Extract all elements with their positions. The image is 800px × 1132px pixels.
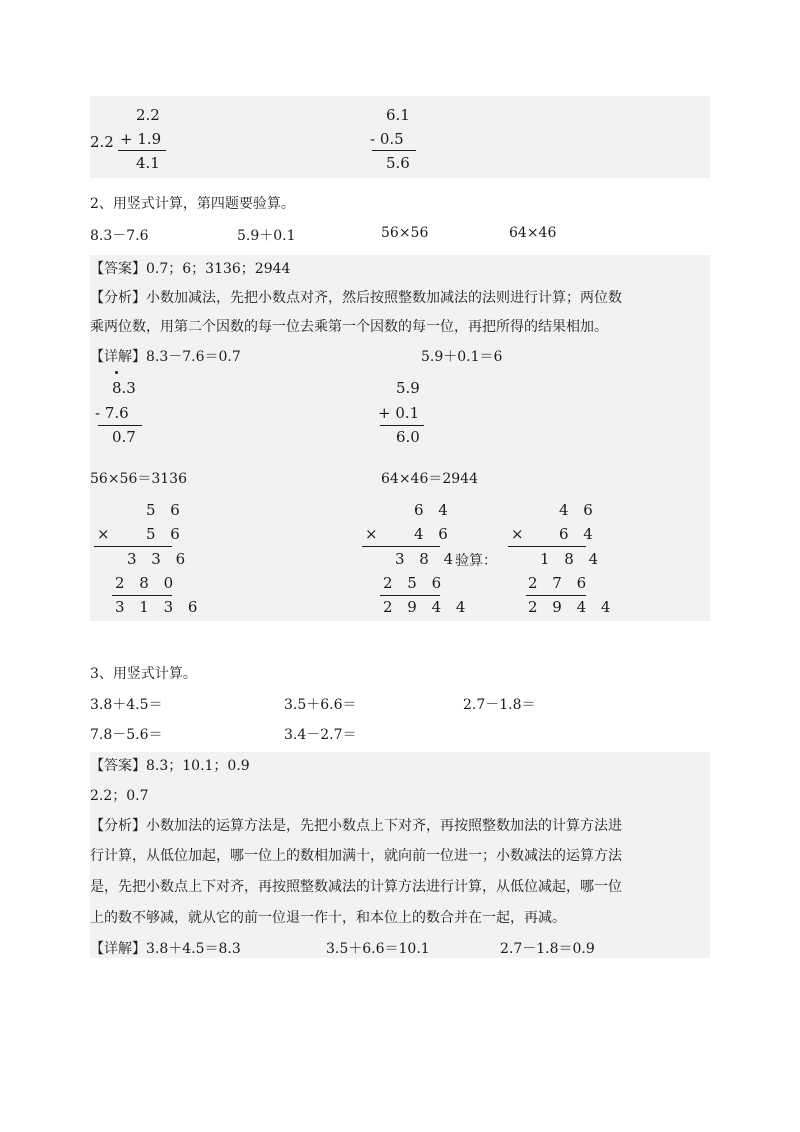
- m1-p1: 3 3 6: [127, 550, 191, 568]
- check-label: 验算：: [455, 553, 497, 569]
- m1-b: 5 6: [146, 525, 185, 543]
- top-add-prefix: 2.2: [90, 133, 114, 151]
- v2-a: 5.9: [396, 379, 420, 397]
- m3-result: 2 9 4 4: [528, 598, 616, 616]
- q2-eq4: 64×46＝2944: [381, 471, 478, 487]
- q2-detail-label: 【详解】: [90, 349, 146, 365]
- q3-analysis-line4: 上的数不够减，就从它的前一位退一作十，和本位上的数合并在一起，再减。: [90, 910, 566, 926]
- m3-line2: [526, 595, 586, 596]
- q2-problem-2: 5.9＋0.1: [237, 228, 296, 244]
- q2-analysis-line2: 乘两位数，用第二个因数的每一位去乘第一个因数的每一位，再把所得的结果相加。: [90, 319, 608, 335]
- q3-problem-1: 3.8＋4.5＝: [90, 697, 163, 713]
- q3-problem-4: 7.8－5.6＝: [90, 727, 163, 743]
- q3-problem-3: 2.7－1.8＝: [463, 697, 536, 713]
- m2-b: 4 6: [414, 525, 453, 543]
- top-add-result: 4.1: [136, 154, 160, 172]
- top-add-b: + 1.9: [120, 130, 162, 148]
- m2-p2: 2 5 6: [383, 574, 447, 592]
- m1-line2: [112, 595, 172, 596]
- v2-result: 6.0: [396, 428, 420, 446]
- top-sub-b: - 0.5: [370, 130, 404, 148]
- m1-a: 5 6: [146, 501, 185, 519]
- q3-detail-label: 【详解】: [90, 941, 146, 957]
- q2-detail-line: [90, 346, 241, 366]
- carry-dot: [115, 371, 118, 374]
- m3-op: ×: [511, 525, 524, 543]
- v1-line: [98, 425, 142, 426]
- q3-detail-1: 3.8＋4.5＝8.3: [146, 941, 241, 957]
- q2-title: 2、用竖式计算，第四题要验算。: [90, 196, 295, 212]
- q2-detail-1: 8.3－7.6＝0.7: [146, 349, 241, 365]
- q3-detail-line: [90, 938, 241, 958]
- q3-answer-label: 【答案】: [90, 758, 146, 774]
- m3-b: 6 4: [559, 525, 598, 543]
- m2-line1: [362, 546, 440, 547]
- m1-p2: 2 8 0: [115, 574, 179, 592]
- q2-analysis-text1: 小数加减法，先把小数点对齐，然后按照整数加减法的法则进行计算；两位数: [146, 290, 622, 306]
- m3-line1: [508, 546, 586, 547]
- q3-problem-5: 3.4－2.7＝: [284, 727, 357, 743]
- q2-answer-text: 0.7；6；3136；2944: [146, 261, 291, 277]
- q3-analysis-line3: 是，先把小数点上下对齐，再按照整数减法的计算方法进行计算，从低位减起，哪一位: [90, 879, 622, 895]
- q3-analysis-line2: 行计算，从低位加起，哪一位上的数相加满十，就向前一位进一；小数减法的运算方法: [90, 848, 622, 864]
- m3-p1: 1 8 4: [540, 550, 604, 568]
- q2-eq3: 56×56＝3136: [90, 471, 187, 487]
- q3-answer-text1: 8.3；10.1；0.9: [146, 758, 250, 774]
- q2-problem-4: 64×46: [509, 225, 557, 241]
- m2-a: 6 4: [414, 501, 453, 519]
- q2-problem-3: 56×56: [381, 225, 429, 241]
- q3-detail-3: 2.7－1.8＝0.9: [500, 941, 595, 957]
- q3-analysis-label: 【分析】: [90, 818, 146, 834]
- q2-analysis-label: 【分析】: [90, 290, 146, 306]
- m1-op: ×: [97, 525, 110, 543]
- m2-line2: [380, 595, 440, 596]
- q3-problem-2: 3.5＋6.6＝: [284, 697, 357, 713]
- v1-a: 8.3: [112, 379, 136, 397]
- m1-result: 3 1 3 6: [115, 598, 203, 616]
- m3-a: 4 6: [559, 501, 598, 519]
- q2-answer: [90, 258, 290, 278]
- top-add-line: [118, 150, 166, 151]
- v1-result: 0.7: [112, 428, 136, 446]
- v2-b: + 0.1: [378, 404, 420, 422]
- m1-line1: [94, 546, 172, 547]
- top-add-a: 2.2: [136, 106, 160, 124]
- q3-answer-text2: 2.2；0.7: [90, 788, 149, 804]
- q2-analysis-line1: [90, 287, 622, 307]
- q3-analysis-line1: [90, 815, 622, 835]
- q3-detail-2: 3.5＋6.6＝10.1: [326, 941, 430, 957]
- top-sub-line: [372, 150, 416, 151]
- top-sub-result: 5.6: [386, 154, 410, 172]
- v1-b: - 7.6: [95, 404, 129, 422]
- m2-result: 2 9 4 4: [383, 598, 471, 616]
- q2-detail-2: 5.9＋0.1＝6: [421, 349, 503, 365]
- q3-analysis-text1: 小数加法的运算方法是，先把小数点上下对齐，再按照整数加法的计算方法进: [146, 818, 622, 834]
- q2-problem-1: 8.3－7.6: [90, 228, 149, 244]
- m3-p2: 2 7 6: [528, 574, 592, 592]
- v2-line: [380, 425, 424, 426]
- q2-answer-label: 【答案】: [90, 261, 146, 277]
- q3-title: 3、用竖式计算。: [90, 666, 197, 682]
- top-sub-a: 6.1: [386, 106, 410, 124]
- m2-p1: 3 8 4: [395, 550, 459, 568]
- m2-op: ×: [365, 525, 378, 543]
- q3-answer: [90, 755, 250, 775]
